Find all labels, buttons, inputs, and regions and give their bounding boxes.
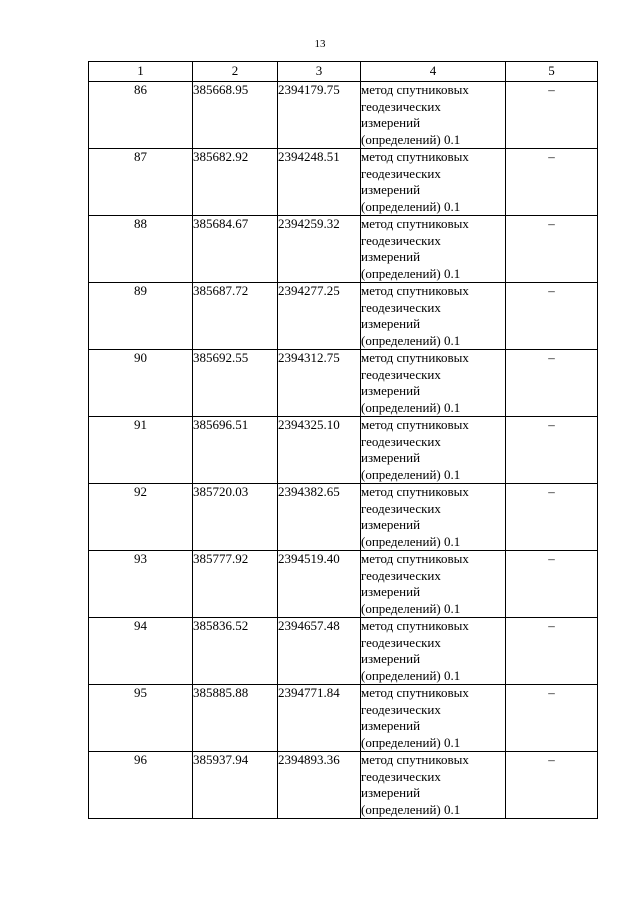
method-cell <box>361 685 506 752</box>
table-row <box>89 618 598 685</box>
page-number: 13 <box>314 38 326 50</box>
point-number-cell: 90 <box>89 350 193 417</box>
note-cell: – <box>506 82 598 149</box>
table-row <box>89 149 598 216</box>
y-coordinate-cell: 2394179.75 <box>278 82 361 149</box>
method-line-2: геодезических <box>361 232 441 248</box>
method-line-1: метод спутниковых <box>361 618 469 633</box>
point-number-cell: 93 <box>89 551 193 618</box>
method-cell <box>361 618 506 685</box>
method-line-4: (определений) 0.1 <box>361 600 461 616</box>
point-number-cell: 91 <box>89 417 193 484</box>
y-coordinate-cell: 2394382.65 <box>278 484 361 551</box>
x-coordinate-cell: 385687.72 <box>193 283 278 350</box>
x-coordinate-cell: 385777.92 <box>193 551 278 618</box>
x-coordinate-cell: 385668.95 <box>193 82 278 149</box>
method-line-2: геодезических <box>361 165 441 181</box>
method-line-4: (определений) 0.1 <box>361 332 461 348</box>
note-cell: – <box>506 685 598 752</box>
method-cell <box>361 752 506 819</box>
table-row <box>89 752 598 819</box>
y-coordinate-cell: 2394519.40 <box>278 551 361 618</box>
table-row <box>89 82 598 149</box>
method-line-2: геодезических <box>361 500 441 516</box>
x-coordinate-cell: 385720.03 <box>193 484 278 551</box>
note-cell: – <box>506 551 598 618</box>
x-coordinate-cell: 385937.94 <box>193 752 278 819</box>
coordinates-table <box>88 61 598 819</box>
method-line-4: (определений) 0.1 <box>361 801 461 817</box>
method-line-3: измерений <box>361 115 421 130</box>
table-body <box>89 82 598 819</box>
note-cell: – <box>506 618 598 685</box>
method-cell <box>361 283 506 350</box>
point-number-cell: 95 <box>89 685 193 752</box>
point-number-cell: 92 <box>89 484 193 551</box>
table-row <box>89 283 598 350</box>
note-cell: – <box>506 752 598 819</box>
method-line-2: геодезических <box>361 634 441 650</box>
y-coordinate-cell: 2394312.75 <box>278 350 361 417</box>
method-line-4: (определений) 0.1 <box>361 734 461 750</box>
method-line-3: измерений <box>361 785 421 800</box>
method-line-4: (определений) 0.1 <box>361 265 461 281</box>
y-coordinate-cell: 2394277.25 <box>278 283 361 350</box>
point-number-cell: 96 <box>89 752 193 819</box>
point-number-cell: 89 <box>89 283 193 350</box>
method-line-4: (определений) 0.1 <box>361 533 461 549</box>
method-line-3: измерений <box>361 651 421 666</box>
column-header-3: 3 <box>278 62 361 82</box>
point-number-cell: 86 <box>89 82 193 149</box>
point-number-cell: 88 <box>89 216 193 283</box>
method-cell <box>361 551 506 618</box>
method-line-3: измерений <box>361 249 421 264</box>
y-coordinate-cell: 2394657.48 <box>278 618 361 685</box>
x-coordinate-cell: 385885.88 <box>193 685 278 752</box>
y-coordinate-cell: 2394259.32 <box>278 216 361 283</box>
method-line-3: измерений <box>361 383 421 398</box>
table-row <box>89 216 598 283</box>
method-line-3: измерений <box>361 517 421 532</box>
y-coordinate-cell: 2394771.84 <box>278 685 361 752</box>
note-cell: – <box>506 350 598 417</box>
x-coordinate-cell: 385682.92 <box>193 149 278 216</box>
table-row <box>89 350 598 417</box>
method-line-2: геодезических <box>361 567 441 583</box>
x-coordinate-cell: 385836.52 <box>193 618 278 685</box>
method-line-4: (определений) 0.1 <box>361 198 461 214</box>
note-cell: – <box>506 484 598 551</box>
column-header-2: 2 <box>193 62 278 82</box>
column-header-4: 4 <box>361 62 506 82</box>
y-coordinate-cell: 2394893.36 <box>278 752 361 819</box>
point-number-cell: 87 <box>89 149 193 216</box>
column-header-5: 5 <box>506 62 598 82</box>
method-cell <box>361 484 506 551</box>
note-cell: – <box>506 149 598 216</box>
table-header-row <box>89 62 598 82</box>
y-coordinate-cell: 2394325.10 <box>278 417 361 484</box>
method-line-1: метод спутниковых <box>361 283 469 298</box>
method-line-4: (определений) 0.1 <box>361 667 461 683</box>
table-row <box>89 417 598 484</box>
table-row <box>89 685 598 752</box>
method-line-1: метод спутниковых <box>361 685 469 700</box>
method-cell <box>361 417 506 484</box>
method-line-2: геодезических <box>361 701 441 717</box>
x-coordinate-cell: 385692.55 <box>193 350 278 417</box>
method-line-4: (определений) 0.1 <box>361 399 461 415</box>
x-coordinate-cell: 385684.67 <box>193 216 278 283</box>
method-line-3: измерений <box>361 718 421 733</box>
note-cell: – <box>506 417 598 484</box>
x-coordinate-cell: 385696.51 <box>193 417 278 484</box>
method-line-1: метод спутниковых <box>361 149 469 164</box>
method-line-4: (определений) 0.1 <box>361 466 461 482</box>
method-line-2: геодезических <box>361 299 441 315</box>
method-line-1: метод спутниковых <box>361 216 469 231</box>
method-cell <box>361 82 506 149</box>
method-line-1: метод спутниковых <box>361 752 469 767</box>
method-line-1: метод спутниковых <box>361 82 469 97</box>
method-cell <box>361 216 506 283</box>
method-line-3: измерений <box>361 316 421 331</box>
method-line-4: (определений) 0.1 <box>361 131 461 147</box>
note-cell: – <box>506 216 598 283</box>
method-line-1: метод спутниковых <box>361 484 469 499</box>
method-line-2: геодезических <box>361 366 441 382</box>
method-cell <box>361 350 506 417</box>
method-line-2: геодезических <box>361 433 441 449</box>
note-cell: – <box>506 283 598 350</box>
table-row <box>89 484 598 551</box>
column-header-1: 1 <box>89 62 193 82</box>
method-line-3: измерений <box>361 450 421 465</box>
method-line-1: метод спутниковых <box>361 551 469 566</box>
method-line-2: геодезических <box>361 768 441 784</box>
method-line-2: геодезических <box>361 98 441 114</box>
method-line-1: метод спутниковых <box>361 417 469 432</box>
method-line-3: измерений <box>361 584 421 599</box>
method-cell <box>361 149 506 216</box>
method-line-3: измерений <box>361 182 421 197</box>
y-coordinate-cell: 2394248.51 <box>278 149 361 216</box>
method-line-1: метод спутниковых <box>361 350 469 365</box>
point-number-cell: 94 <box>89 618 193 685</box>
table-row <box>89 551 598 618</box>
